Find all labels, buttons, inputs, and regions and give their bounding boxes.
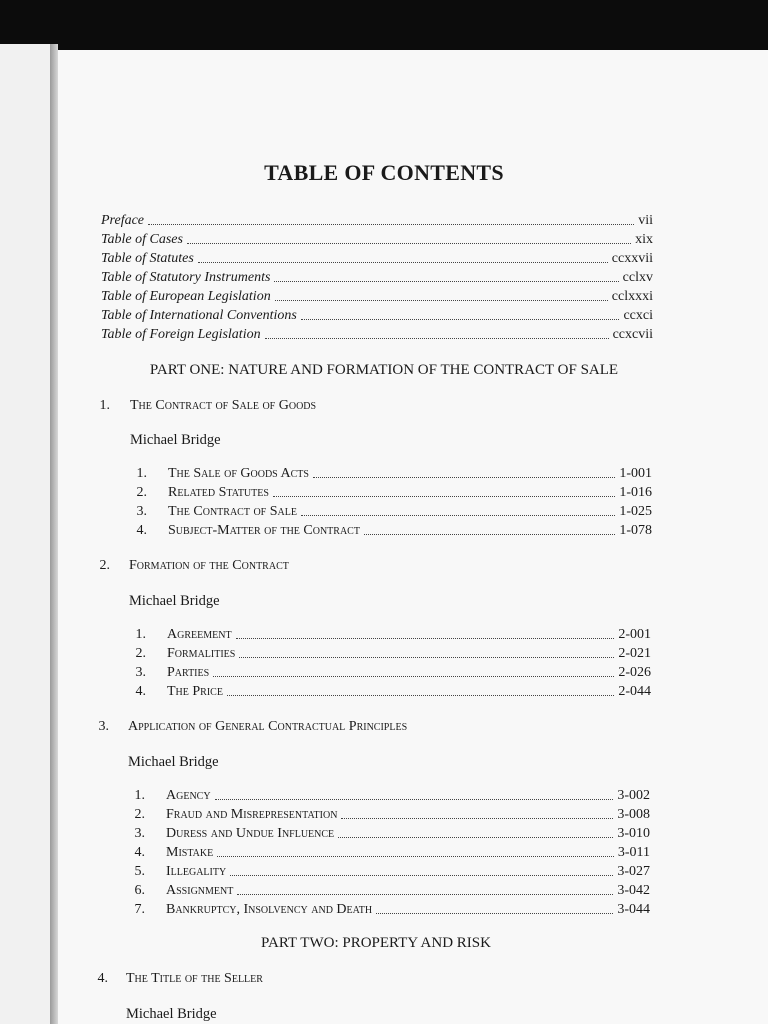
section-label: Subject-Matter of the Contract [168,523,360,538]
section-number: 2. [134,807,145,822]
toc-section-row [166,788,650,804]
toc-entry-page: cclxxxi [611,289,653,304]
toc-section-row [167,627,651,643]
dot-leader [187,243,631,244]
section-label: Mistake [166,845,214,860]
chapter-title: Formation of the Contract [129,558,289,573]
toc-section-row [166,883,650,899]
section-page: 1-078 [619,523,652,538]
section-page: 3-010 [617,826,650,841]
dot-leader [313,477,615,478]
toc-entry-page: ccxcvii [612,327,653,342]
dot-leader [274,281,618,282]
chapter-author: Michael Bridge [130,432,221,448]
dot-leader [301,319,620,320]
section-number: 1. [135,627,146,642]
part-one-heading: PART ONE: NATURE AND FORMATION OF THE CONTRACT OF SALE [149,362,619,378]
dot-leader [227,695,614,696]
page-title: TABLE OF CONTENTS [264,160,504,185]
section-label: Illegality [166,864,227,879]
toc-section-row [166,902,650,918]
toc-entry-statutory-instruments [101,270,653,286]
toc-entry-label: Table of European Legislation [101,289,271,304]
dot-leader [215,799,614,800]
section-number: 2. [136,485,147,500]
toc-section-row [166,826,650,842]
dot-leader [341,818,613,819]
section-page: 3-011 [617,845,650,860]
section-page: 3-002 [617,788,650,803]
section-label: Bankruptcy, Insolvency and Death [166,902,373,917]
section-page: 2-021 [618,646,651,661]
dot-leader [213,676,614,677]
chapter-number: 4. [97,971,108,986]
section-label: Assignment [166,883,234,898]
section-label: Agency [166,788,211,803]
section-label: Formalities [167,646,236,661]
dot-leader [376,913,613,914]
dot-leader [236,638,615,639]
section-number: 5. [134,864,145,879]
section-number: 3. [134,826,145,841]
toc-section-row [166,807,650,823]
toc-section-row [166,864,650,880]
section-number: 1. [136,466,147,481]
section-number: 6. [134,883,145,898]
toc-entry-label: Table of Foreign Legislation [101,327,261,342]
section-label: Agreement [167,627,232,642]
dot-leader [230,875,613,876]
chapter-title: Application of General Contractual Principles [128,719,408,734]
toc-entry-label: Table of Statutory Instruments [101,270,271,285]
dot-leader [338,837,613,838]
toc-entry-preface [101,213,653,229]
section-label: Fraud and Misrepresentation [166,807,338,822]
section-label: The Sale of Goods Acts [168,466,309,481]
section-page: 2-044 [618,684,651,699]
part-two-heading: PART TWO: PROPERTY AND RISK [261,935,491,951]
section-label: Parties [167,665,210,680]
chapter-author: Michael Bridge [126,1006,217,1022]
section-page: 3-042 [617,883,650,898]
section-page: 1-025 [619,504,652,519]
toc-entry-page: xix [635,232,653,247]
chapter-author: Michael Bridge [129,593,220,609]
left-page-edge [0,44,51,1024]
section-number: 4. [135,684,146,699]
dot-leader [148,224,634,225]
toc-entry-label: Table of Statutes [101,251,194,266]
chapter-title: The Contract of Sale of Goods [130,398,317,413]
chapter-number: 1. [99,398,110,413]
chapter-title: The Title of the Seller [126,971,263,986]
chapter-number: 2. [99,558,110,573]
section-page: 1-016 [619,485,652,500]
toc-section-row [168,504,652,520]
section-page: 1-001 [619,466,652,481]
section-label: The Contract of Sale [168,504,297,519]
dot-leader [301,515,615,516]
toc-entry-page: vii [638,213,653,228]
dot-leader [364,534,615,535]
section-page: 3-027 [617,864,650,879]
section-page: 2-026 [618,665,651,680]
toc-entry-page: ccxci [623,308,653,323]
toc-entry-table-of-statutes [101,251,653,267]
toc-section-row [167,684,651,700]
toc-entry-table-of-cases [101,232,653,248]
toc-entry-page: cclxv [622,270,653,285]
section-number: 2. [135,646,146,661]
toc-entry-international-conventions [101,308,653,324]
section-label: Related Statutes [168,485,269,500]
section-number: 4. [134,845,145,860]
dot-leader [217,856,614,857]
toc-section-row [167,646,651,662]
toc-section-row [167,665,651,681]
section-number: 3. [135,665,146,680]
chapter-number: 3. [98,719,109,734]
toc-entry-european-legislation [101,289,653,305]
toc-section-row [168,523,652,539]
section-number: 7. [134,902,145,917]
toc-entry-page: ccxxvii [611,251,653,266]
dot-leader [275,300,608,301]
toc-section-row [166,845,650,861]
section-label: Duress and Undue Influence [166,826,335,841]
toc-entry-label: Table of Cases [101,232,183,247]
section-number: 1. [134,788,145,803]
section-page: 3-044 [617,902,650,917]
chapter-author: Michael Bridge [128,754,219,770]
dot-leader [237,894,613,895]
toc-section-row [168,485,652,501]
section-label: The Price [167,684,223,699]
dot-leader [265,338,609,339]
toc-entry-label: Preface [101,213,145,228]
dot-leader [198,262,608,263]
toc-entry-label: Table of International Conventions [101,308,297,323]
section-number: 4. [136,523,147,538]
section-number: 3. [136,504,147,519]
section-page: 2-001 [618,627,651,642]
section-page: 3-008 [617,807,650,822]
toc-section-row [168,466,652,482]
toc-entry-foreign-legislation [101,327,653,343]
dot-leader [239,657,614,658]
dot-leader [273,496,615,497]
book-gutter [50,44,58,1024]
